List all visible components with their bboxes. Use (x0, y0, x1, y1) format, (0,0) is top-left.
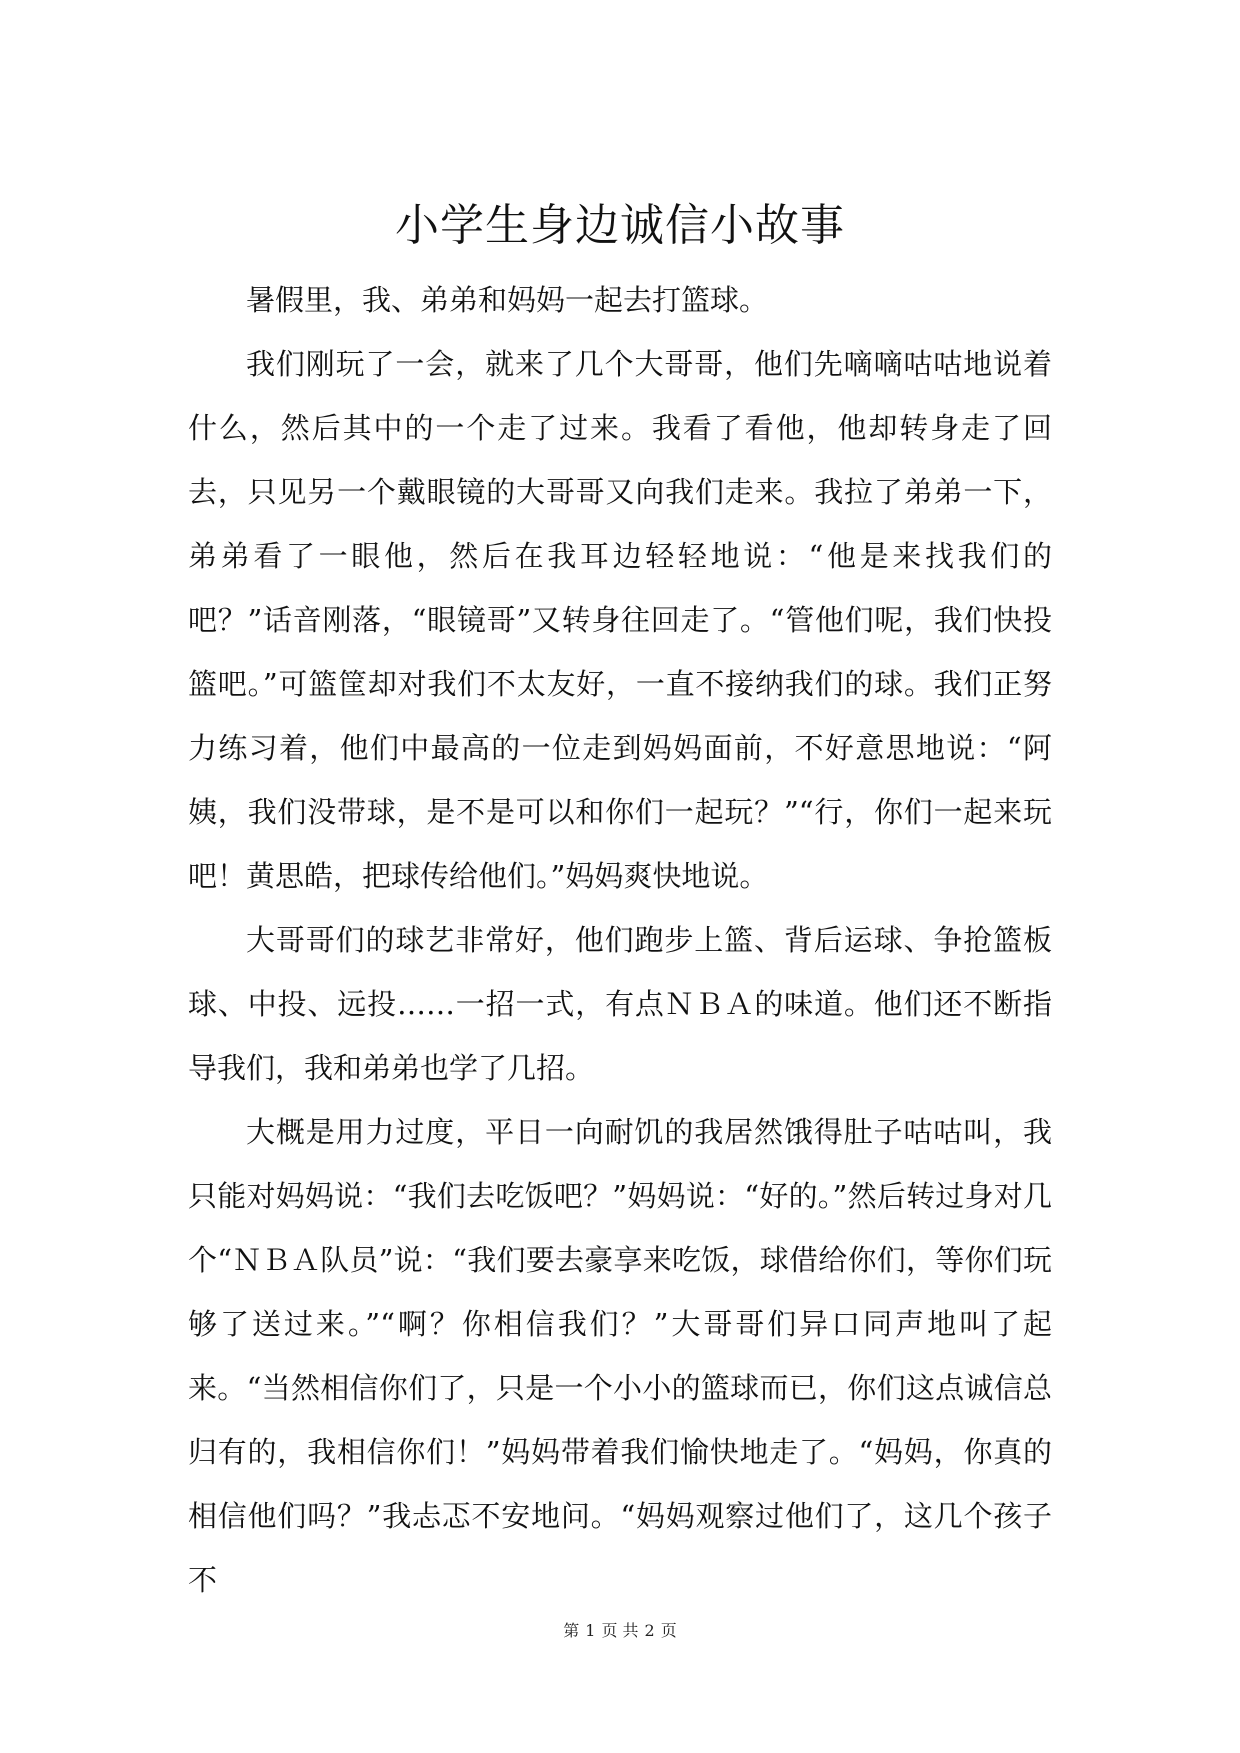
footer-suffix: 页 (660, 1621, 677, 1640)
paragraph-1: 暑假里，我、弟弟和妈妈一起去打篮球。 (246, 283, 769, 317)
paragraph-2: 我们刚玩了一会，就来了几个大哥哥，他们先嘀嘀咕咕地说着什么，然后其中的一个走了过来。我看了看他，他却转身走了回去，只见另一个戴眼镜的大哥哥又向我们走来。我拉了弟弟一下，弟弟看了一眼他，然后在我耳边轻轻地说：“他是来找我们的吧？”话音刚落，“眼镜哥”又转身往回走了。“管他们呢，我们快投篮吧。”可篮筐却对我们不太友好，一直不接纳我们的球。我们正努力练习着，他们中最高的一位走到妈妈面前，不好意思地说：“阿姨，我们没带球，是不是可以和你们一起玩？”“行，你们一起来玩吧！黄思皓，把球传给他们。”妈妈爽快地说。 (188, 347, 1052, 893)
footer-middle: 页 共 (601, 1621, 639, 1640)
page-footer (0, 1620, 1240, 1642)
document-body (188, 268, 1052, 1612)
paragraph-3: 大哥哥们的球艺非常好，他们跑步上篮、背后运球、争抢篮板球、中投、远投……一招一式，有点ＮＢＡ的味道。他们还不断指导我们，我和弟弟也学了几招。 (188, 923, 1052, 1085)
footer-current-page: 1 (585, 1621, 596, 1640)
document-title: 小学生身边诚信小故事 (395, 200, 845, 251)
paragraph-4: 大概是用力过度，平日一向耐饥的我居然饿得肚子咕咕叫，我只能对妈妈说：“我们去吃饭吧？”妈妈说：“好的。”然后转过身对几个“ＮＢＡ队员”说：“我们要去豪享来吃饭，球借给你们，等你们玩够了送过来。”“啊？你相信我们？”大哥哥们异口同声地叫了起来。“当然相信你们了，只是一个小小的篮球而已，你们这点诚信总归有的，我相信你们！”妈妈带着我们愉快地走了。“妈妈，你真的相信他们吗？”我忐忑不安地问。“妈妈观察过他们了，这几个孩子不 (188, 1115, 1052, 1597)
footer-prefix: 第 (563, 1621, 580, 1640)
footer-total-pages: 2 (644, 1621, 655, 1640)
